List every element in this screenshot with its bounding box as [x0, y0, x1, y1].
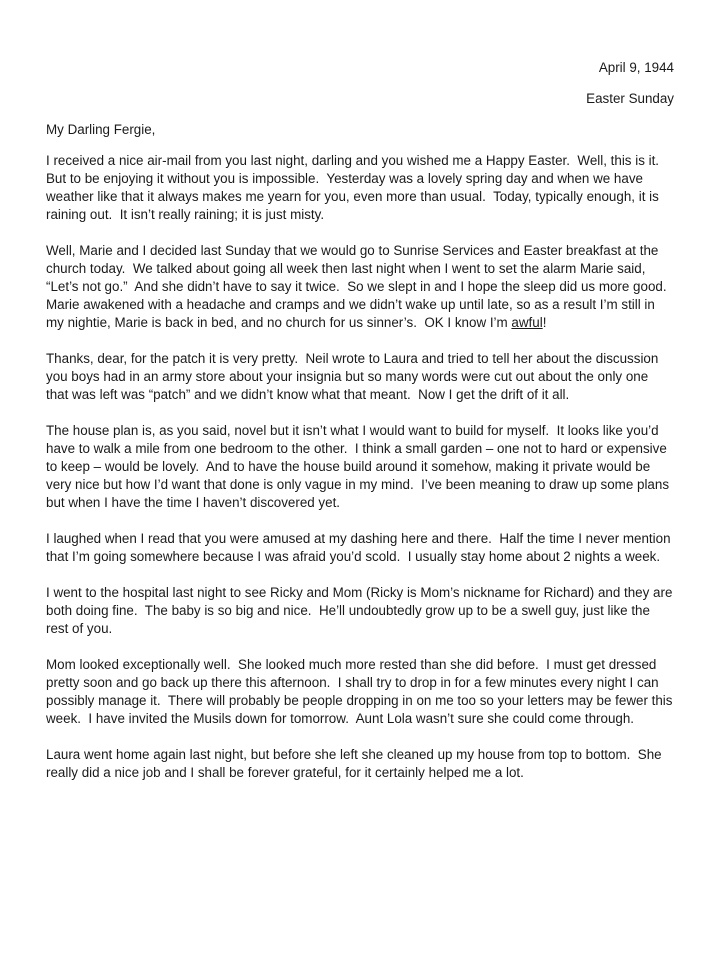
letter-paragraph: I laughed when I read that you were amused at my dashing here and there. Half the time I never mention that I’m going somewhere because I was afraid you’d scold. I usually stay home about 2 nights a week. [46, 531, 675, 564]
letter-occasion: Easter Sunday [586, 91, 674, 106]
paragraph-text: Well, Marie and I decided last Sunday that we would go to Sunrise Services and Easter breakfast at the church today. We talked about going all week then last night when I went to set the alarm Marie said, “Let’s not go.” And she didn’t have to say it twice. So we slept in and I hope the sleep did us more good. Marie awakened with a headache and cramps and we didn’t wake up until late, so as a result I’m still in my nightie, Marie is back in bed, and no church for us sinner’s. OK I know I’m [46, 243, 675, 330]
letter-paragraph: Thanks, dear, for the patch it is very pretty. Neil wrote to Laura and tried to tell her about the discussion you boys had in an army store about your insignia but so many words were cut out about the only one that was left was “patch” and we didn’t know what that meant. Now I get the drift of it all. [46, 351, 663, 402]
letter-paragraph: I received a nice air-mail from you last night, darling and you wished me a Happy Easter. Well, this is it. But to be enjoying it without you is impossible. Yesterday was a lovely spring day and when we have weather like that it always makes me yearn for you, even more than usual. Today, typically enough, it is raining out. It isn’t really raining; it is just misty. [46, 153, 667, 222]
letter-paragraph: The house plan is, as you said, novel but it isn’t what I would want to build for myself. It looks like you’d have to walk a mile from one bedroom to the other. I think a small garden – one not to hard or expensive to keep – would be lovely. And to have the house build around it somehow, making it private would be very nice but how I’d want that done is only vague in my mind. I’ve been meaning to draw up some plans but when I have the time I haven’t discovered yet. [46, 423, 673, 510]
paragraph-text: ! [542, 315, 547, 330]
letter-paragraph [46, 242, 674, 332]
letter-salutation: My Darling Fergie, [46, 122, 156, 137]
letter-paragraph: Mom looked exceptionally well. She looked much more rested than she did before. I must get dressed pretty soon and go back up there this afternoon. I shall try to drop in for a few minutes every night I can possibly manage it. There will probably be people dropping in on me too so your letters may be fewer this week. I have invited the Musils down for tomorrow. Aunt Lola wasn’t sure she could come through. [46, 657, 677, 726]
underlined-word: awful [511, 315, 543, 330]
letter-paragraph: I went to the hospital last night to see Ricky and Mom (Ricky is Mom’s nickname for Richard) and they are both doing fine. The baby is so big and nice. He’ll undoubtedly grow up to be a swell guy, just like the rest of you. [46, 585, 677, 636]
letter-date: April 9, 1944 [598, 60, 674, 75]
letter-paragraph: Laura went home again last night, but before she left she cleaned up my house from top to bottom. She really did a nice job and I shall be forever grateful, for it certainly helped me a lot. [46, 747, 666, 780]
